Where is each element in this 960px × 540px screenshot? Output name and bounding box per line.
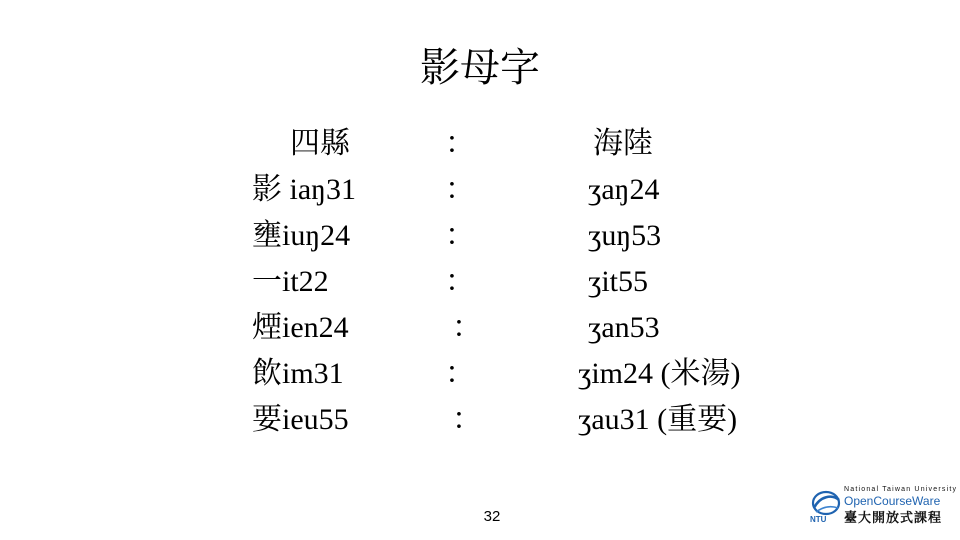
row-5-colon: ： xyxy=(445,357,475,390)
logo-university-name: National Taiwan University xyxy=(844,486,958,493)
row-1-sixian: 影 iaŋ31 xyxy=(252,173,356,206)
logo-chinese-name: 臺大開放式課程 xyxy=(844,511,943,526)
row-1-colon: ： xyxy=(445,173,475,206)
row-6-colon: ： xyxy=(452,403,482,436)
row-4-hailu: ʒan53 xyxy=(588,311,660,344)
ntu-globe-icon xyxy=(808,488,842,524)
row-1-hailu: ʒaŋ24 xyxy=(588,173,660,206)
row-2-colon: ： xyxy=(445,219,475,252)
slide-title: 影母字 xyxy=(420,45,540,90)
svg-text:NTU: NTU xyxy=(810,515,827,524)
row-5-sixian: 飲im31 xyxy=(252,357,344,390)
row-2-sixian: 壅iuŋ24 xyxy=(252,219,351,252)
row-6-sixian: 要ieu55 xyxy=(252,403,349,436)
row-4-sixian: 煙ien24 xyxy=(252,311,349,344)
row-5-hailu: ʒim24 (米湯) xyxy=(578,357,741,390)
row-4-colon: ： xyxy=(452,311,482,344)
row-0-colon: ： xyxy=(445,127,475,160)
page-number: 32 xyxy=(483,508,501,525)
row-3-hailu: ʒit55 xyxy=(588,265,648,298)
row-3-colon: ： xyxy=(445,265,475,298)
row-0-hailu: 海陸 xyxy=(593,127,653,160)
row-3-sixian: 一it22 xyxy=(252,265,329,298)
row-2-hailu: ʒuŋ53 xyxy=(588,219,662,252)
row-0-sixian: 四縣 xyxy=(290,127,350,160)
row-6-hailu: ʒau31 (重要) xyxy=(578,403,738,436)
logo-ocw-name: OpenCourseWare xyxy=(844,494,941,508)
ntu-ocw-logo[interactable] xyxy=(808,486,958,526)
